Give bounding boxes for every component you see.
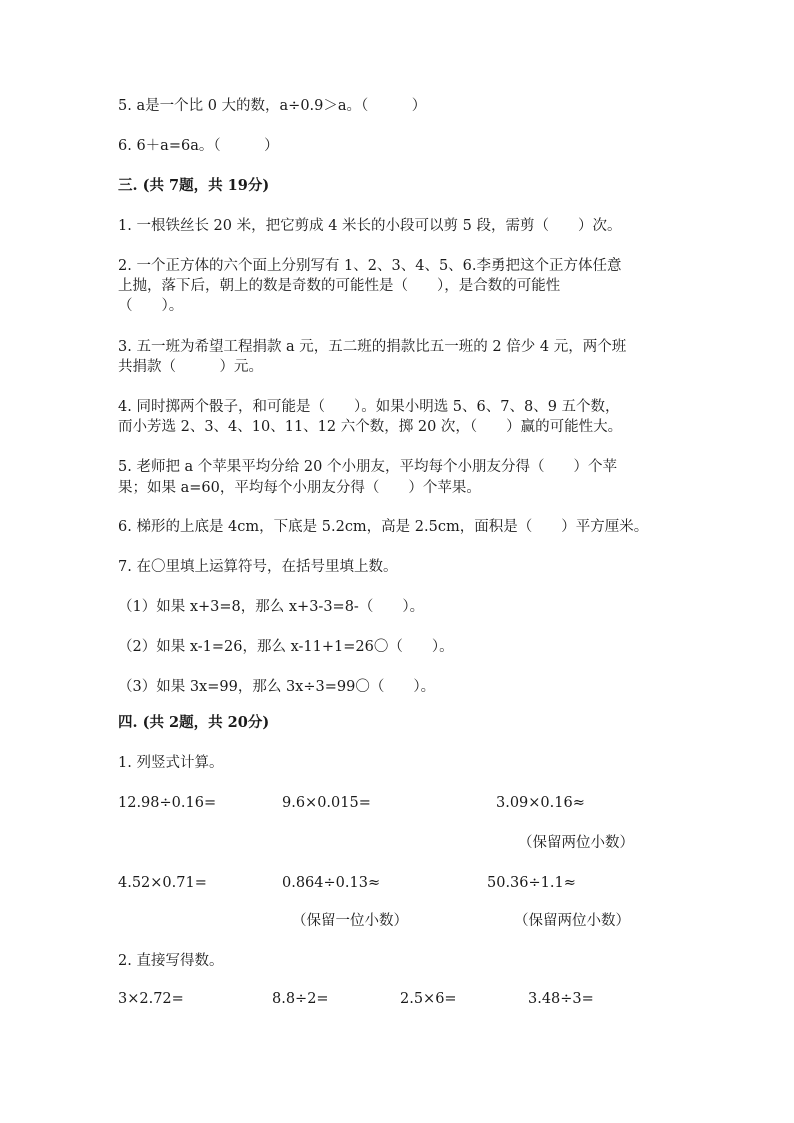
q4-2-title: 2. 直接写得数。 [118,953,224,969]
mental-1: 3×2.72= [118,991,184,1007]
calc-2: 9.6×0.015= [282,795,371,811]
calc-5-note: （保留一位小数） [292,913,408,929]
q3-2-line3: （ ）。 [118,298,184,314]
q3-7-sub2: （2）如果 x-1=26，那么 x-11+1=26〇（ ）。 [118,639,454,655]
q3-4-line2: 而小芳选 2、3、4、10、11、12 六个数，掷 20 次，（ ）赢的可能性大。 [118,419,623,435]
section-3-heading: 三. (共 7题，共 19分) [118,177,270,194]
true-false-item-5: 5. a是一个比 0 大的数，a÷0.9＞a。（ ） [118,98,427,114]
section-4-heading: 四. (共 2题，共 20分) [118,714,270,731]
q3-2-line2: 上抛，落下后，朝上的数是奇数的可能性是（ ），是合数的可能性 [118,278,561,294]
q3-5-line2: 果；如果 a=60，平均每个小朋友分得（ ）个苹果。 [118,480,481,496]
q3-2-line1: 2. 一个正方体的六个面上分别写有 1、2、3、4、5、6.李勇把这个正方体任意 [118,258,622,274]
calc-5: 0.864÷0.13≈ [282,875,381,891]
q3-3-line1: 3. 五一班为希望工程捐款 a 元，五二班的捐款比五一班的 2 倍少 4 元，两个班 [118,339,627,355]
q3-4-line1: 4. 同时掷两个骰子，和可能是（ ）。如果小明选 5、6、7、8、9 五个数， [118,399,620,415]
mental-4: 3.48÷3= [528,991,594,1007]
calc-4: 4.52×0.71= [118,875,207,891]
q3-5-line1: 5. 老师把 a 个苹果平均分给 20 个小朋友，平均每个小朋友分得（ ）个苹 [118,459,617,475]
q3-1: 1. 一根铁丝长 20 米，把它剪成 4 米长的小段可以剪 5 段，需剪（ ）次。 [118,218,622,234]
q4-1-title: 1. 列竖式计算。 [118,755,224,771]
calc-6: 50.36÷1.1≈ [487,875,576,891]
q3-7-sub3: （3）如果 3x=99，那么 3x÷3=99〇（ ）。 [118,679,436,695]
true-false-item-6: 6. 6＋a=6a。（ ） [118,138,279,154]
q3-7: 7. 在〇里填上运算符号，在括号里填上数。 [118,559,398,575]
mental-2: 8.8÷2= [272,991,329,1007]
q3-6: 6. 梯形的上底是 4cm，下底是 5.2cm，高是 2.5cm，面积是（ ）平方厘米。 [118,519,649,535]
mental-3: 2.5×6= [400,991,457,1007]
calc-3: 3.09×0.16≈ [496,795,585,811]
calc-1: 12.98÷0.16= [118,795,217,811]
q3-3-line2: 共捐款（ ）元。 [118,359,263,375]
calc-3-note: （保留两位小数） [518,835,634,851]
q3-7-sub1: （1）如果 x+3=8，那么 x+3-3=8-（ ）。 [118,599,425,615]
calc-6-note: （保留两位小数） [514,913,630,929]
